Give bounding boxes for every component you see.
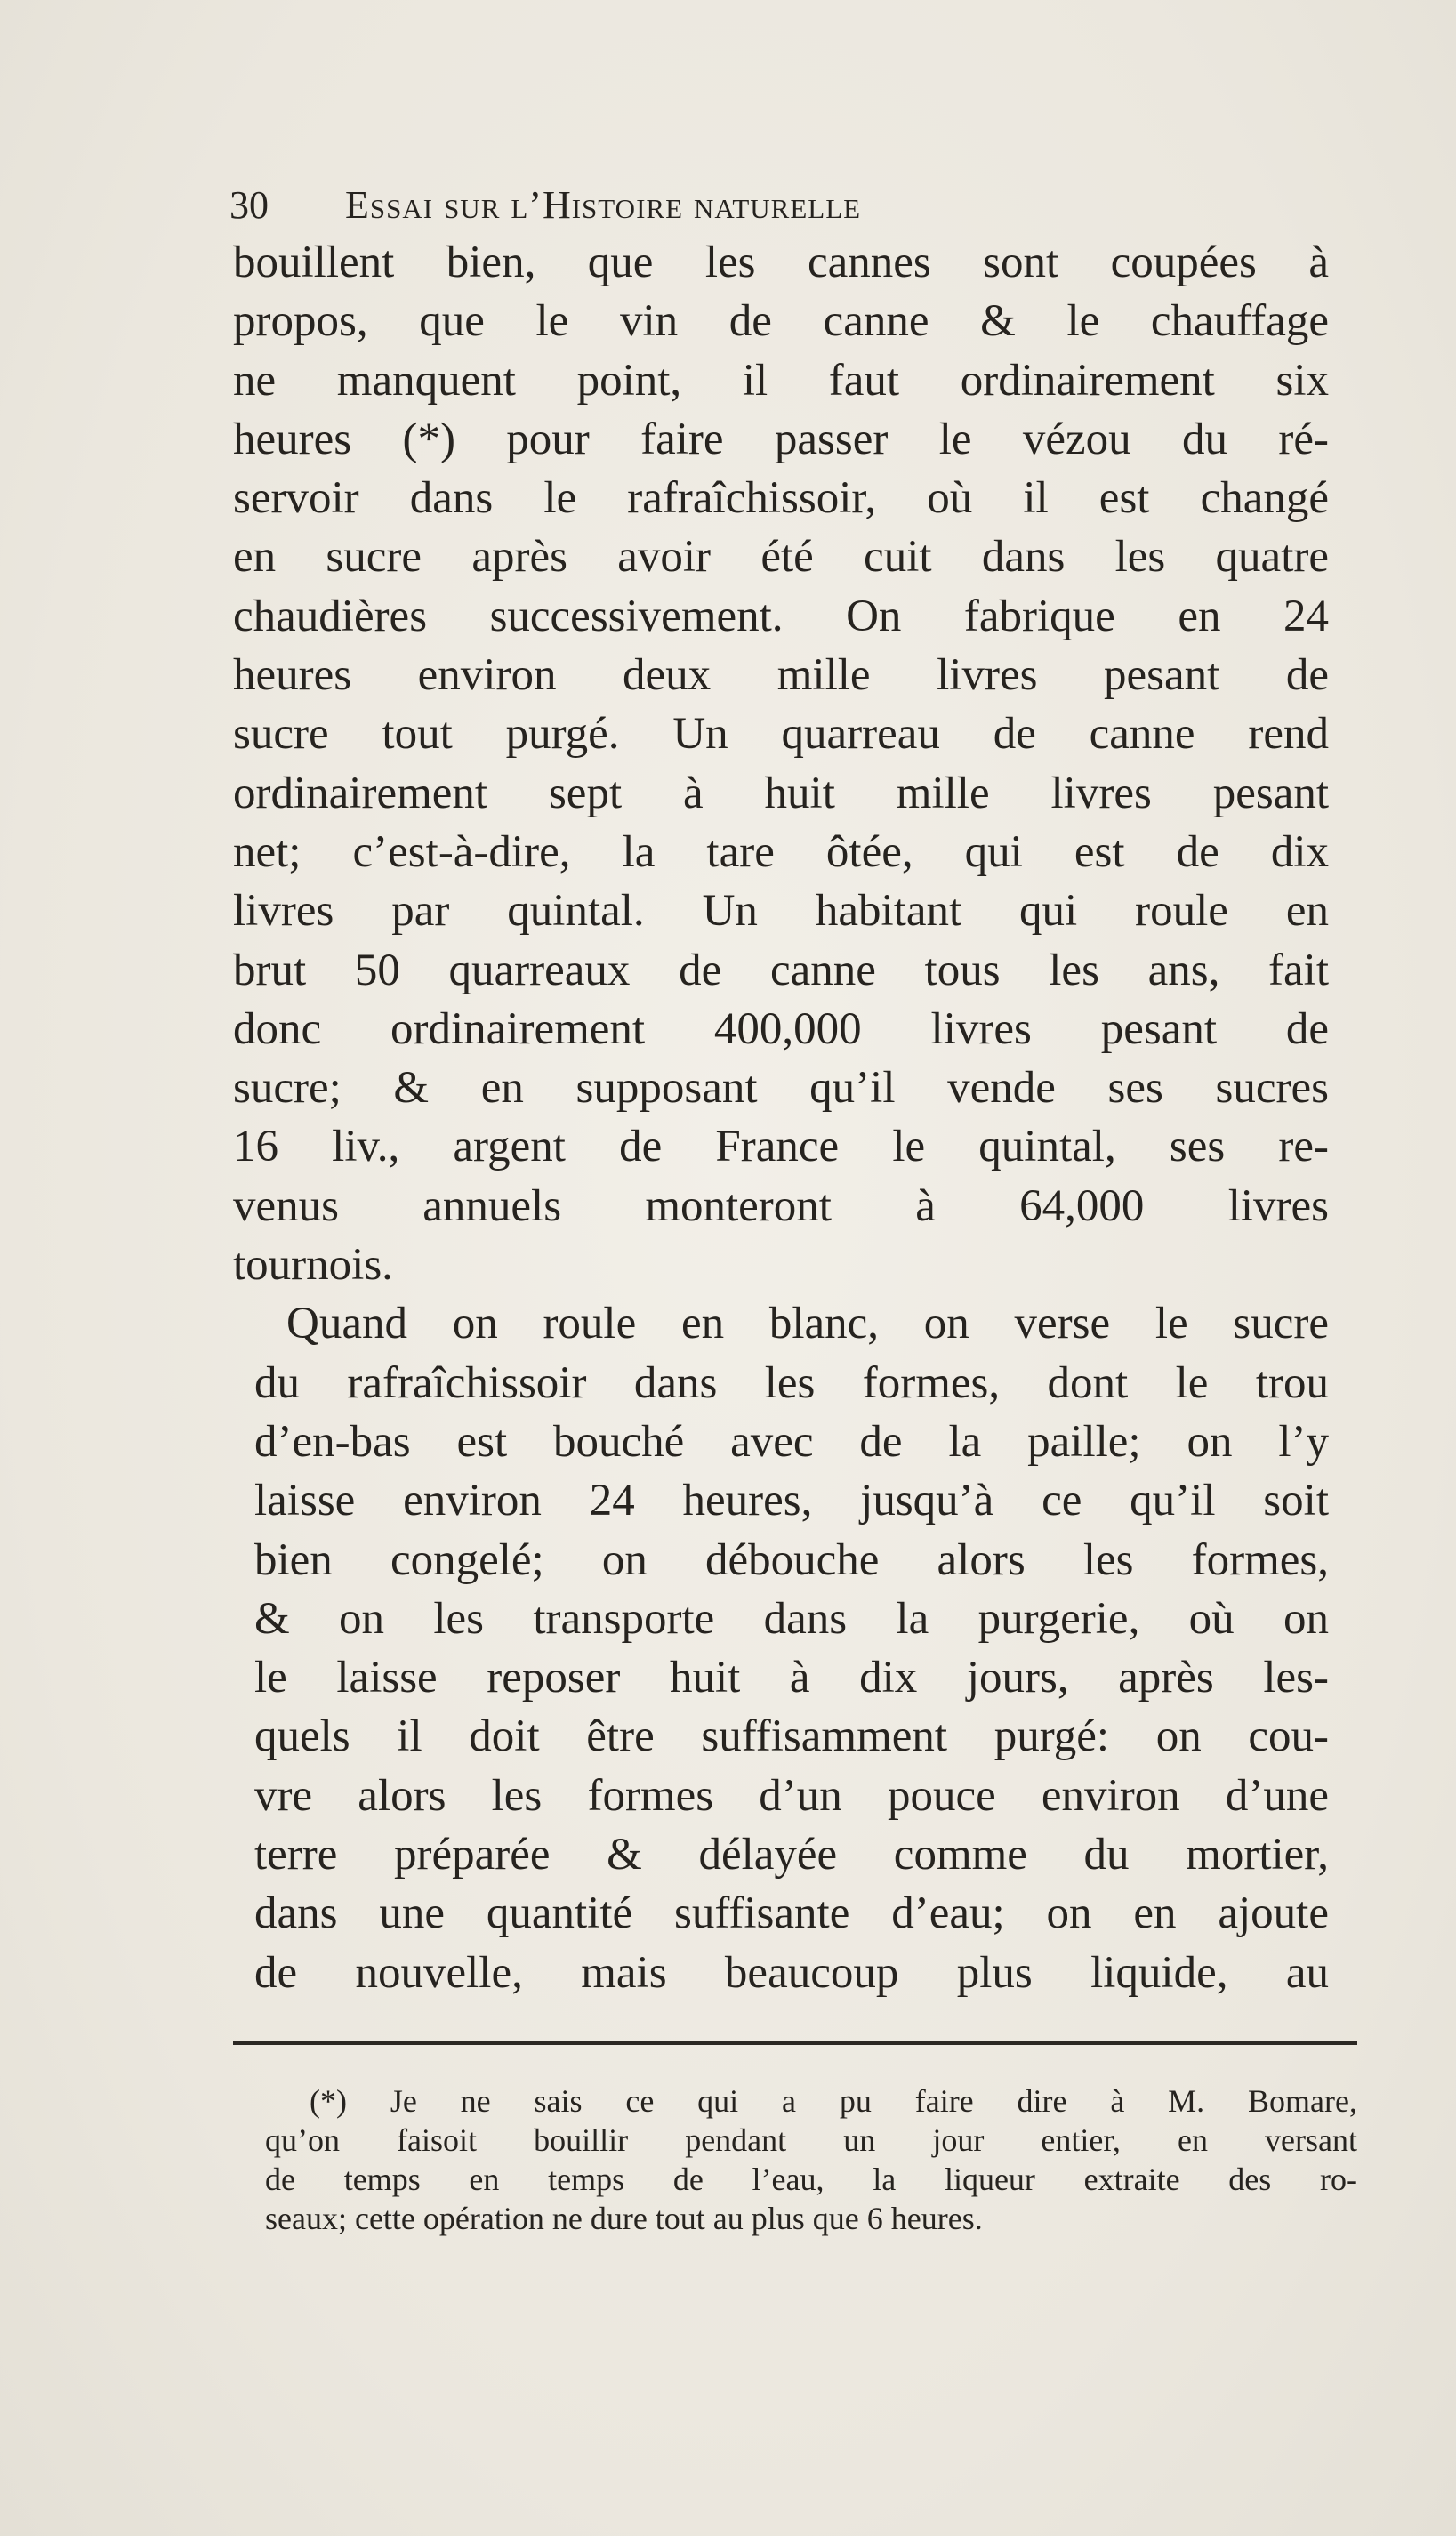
text-line: brut 50 quarreaux de canne tous les ans, fait — [233, 945, 1329, 995]
text-line: bouillent bien, que les cannes sont coupées à — [233, 237, 1329, 287]
text-line: heures environ deux mille livres pesant de — [233, 650, 1329, 701]
text-line: servoir dans le rafraîchissoir, où il est changé — [233, 473, 1329, 524]
text-line: sucre tout purgé. Un quarreau de canne rend — [233, 709, 1329, 760]
footnote-line: seaux; cette opération ne dure tout au plus que 6 heures. — [265, 2201, 983, 2236]
text-line: ordinairement sept à huit mille livres pesant — [233, 768, 1329, 818]
footnote-line: de temps en temps de l’eau, la liqueur extraite des ro- — [265, 2162, 1357, 2197]
text-line: vre alors les formes d’un pouce environ d’une — [254, 1770, 1329, 1821]
text-line: ne manquent point, il faut ordinairement six — [233, 355, 1329, 406]
text-line: venus annuels monteront à 64,000 livres — [233, 1180, 1329, 1231]
page-number: 30 — [229, 183, 269, 227]
text-line: terre préparée & délayée comme du mortier, — [254, 1830, 1329, 1880]
text-line: laisse environ 24 heures, jusqu’à ce qu’il soit — [254, 1476, 1329, 1526]
footnote-line: (*) Je ne sais ce qui a pu faire dire à M. Bomare, — [310, 2083, 1357, 2119]
text-line: le laisse reposer huit à dix jours, après les- — [254, 1653, 1329, 1703]
footnote — [265, 2081, 1357, 2238]
footnote-line: qu’on faisoit bouillir pendant un jour entier, en versant — [265, 2122, 1357, 2158]
text-line: en sucre après avoir été cuit dans les quatre — [233, 532, 1329, 583]
text-line: 16 liv., argent de France le quintal, ses re- — [233, 1122, 1329, 1172]
paragraph-start-line: Quand on roule en blanc, on verse le sucre — [286, 1299, 1329, 1349]
text-line: tournois. — [233, 1240, 393, 1291]
text-line: livres par quintal. Un habitant qui roule en — [233, 886, 1329, 937]
text-line: de nouvelle, mais beaucoup plus liquide, au — [254, 1947, 1329, 1998]
text-line: bien congelé; on débouche alors les formes, — [254, 1534, 1329, 1585]
text-line: quels il doit être suffisamment purgé: on cou- — [254, 1711, 1329, 1762]
text-line: du rafraîchissoir dans les formes, dont le trou — [254, 1357, 1329, 1408]
text-line: heures (*) pour faire passer le vézou du ré- — [233, 414, 1329, 464]
text-line: propos, que le vin de canne & le chauffage — [233, 296, 1329, 347]
text-line: net; c’est-à-dire, la tare ôtée, qui est de dix — [233, 826, 1329, 877]
text-line: dans une quantité suffisante d’eau; on en ajoute — [254, 1888, 1329, 1939]
text-line: sucre; & en supposant qu’il vende ses sucres — [233, 1063, 1329, 1114]
running-title: Essai sur l’Histoire naturelle — [345, 183, 862, 227]
body-text — [233, 233, 1329, 2002]
text-line: chaudières successivement. On fabrique en 24 — [233, 591, 1329, 641]
footnote-divider — [233, 2041, 1357, 2045]
text-line: d’en-bas est bouché avec de la paille; on l’y — [254, 1416, 1329, 1467]
page-header — [229, 174, 1359, 237]
text-line: & on les transporte dans la purgerie, où on — [254, 1593, 1329, 1644]
text-line: donc ordinairement 400,000 livres pesant de — [233, 1003, 1329, 1054]
